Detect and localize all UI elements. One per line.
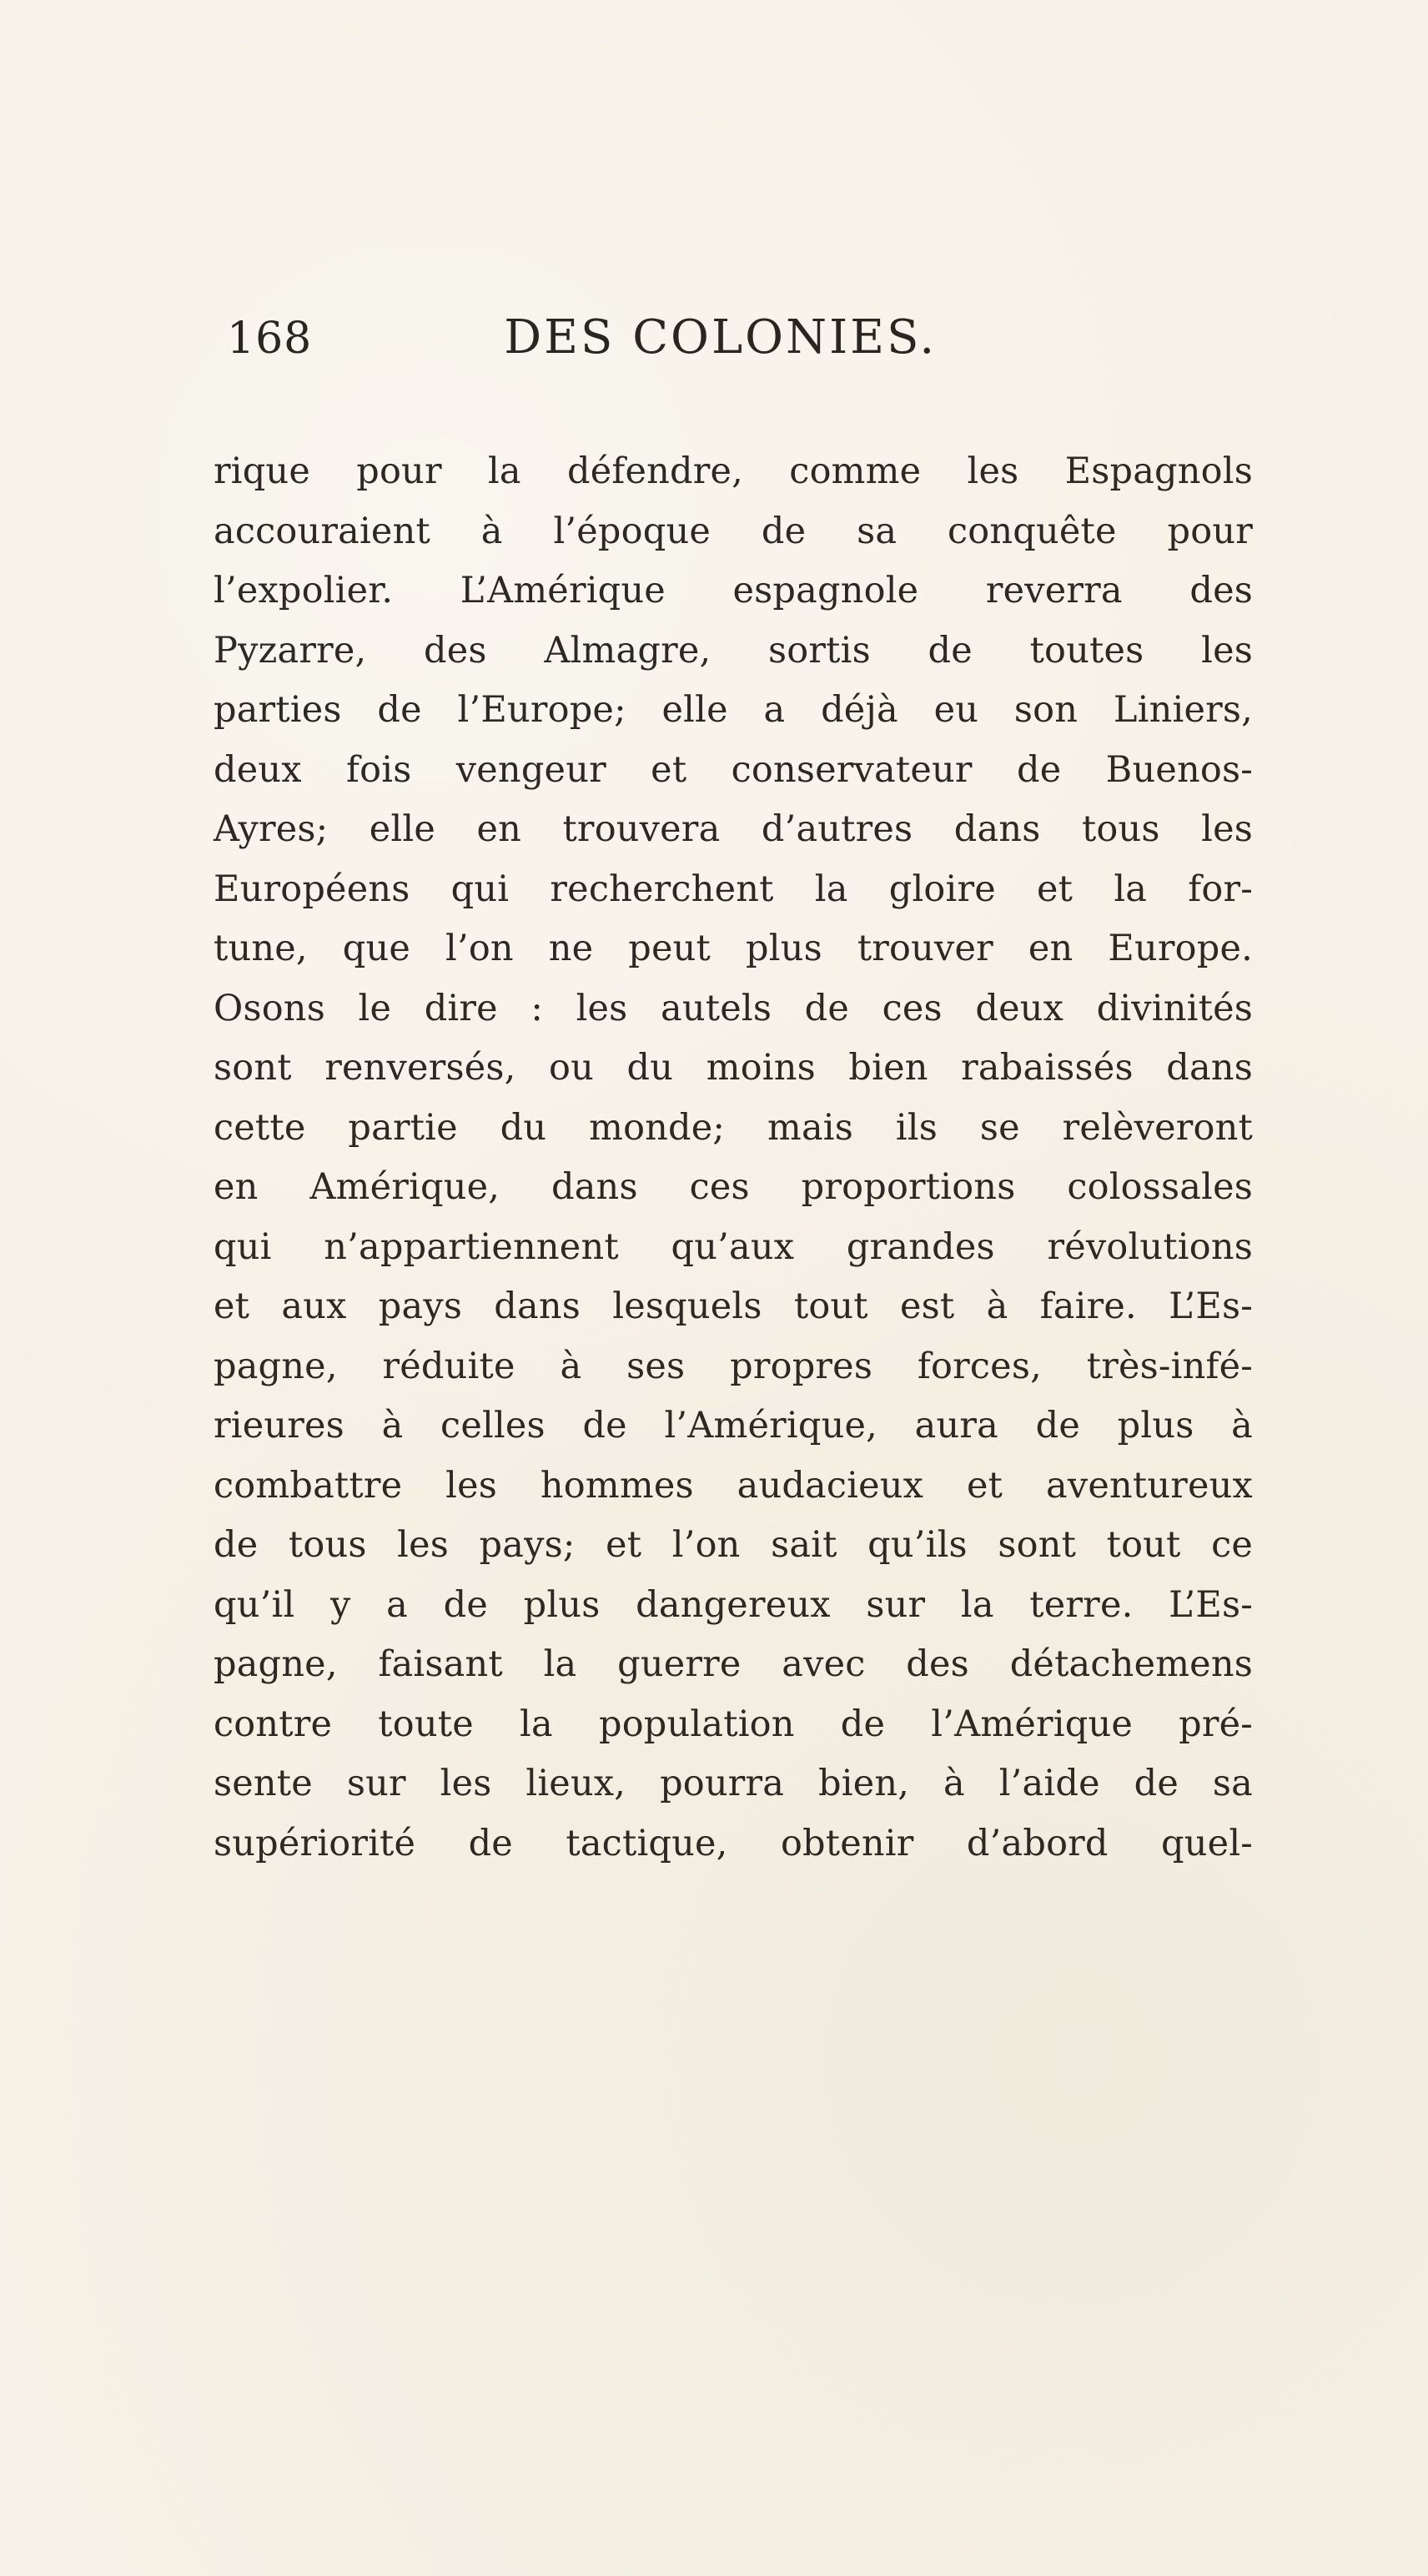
text-line: combattre les hommes audacieux et aventureux — [214, 1464, 1253, 1507]
text-line: Ayres; elle en trouvera d’autres dans tous les — [214, 808, 1253, 850]
text-line: rieures à celles de l’Amérique, aura de plus à — [214, 1405, 1253, 1446]
page-number: 168 — [227, 314, 313, 364]
text-line: pagne, réduite à ses propres forces, très-infé- — [214, 1345, 1253, 1387]
text-line: deux fois vengeur et conservateur de Buenos- — [214, 748, 1253, 791]
text-line: sont renversés, ou du moins bien rabaissés dans — [214, 1047, 1253, 1089]
text-line: sente sur les lieux, pourra bien, à l’aide de sa — [214, 1763, 1253, 1804]
text-line: Osons le dire : les autels de ces deux divinités — [214, 987, 1253, 1029]
text-line: contre toute la population de l’Amérique pré- — [214, 1703, 1253, 1745]
text-line: rique pour la défendre, comme les Espagnols — [214, 450, 1253, 492]
text-line: tune, que l’on ne peut plus trouver en Europe. — [214, 928, 1253, 969]
text-line: parties de l’Europe; elle a déjà eu son Liniers, — [214, 689, 1253, 731]
text-line: en Amérique, dans ces proportions colossales — [214, 1166, 1253, 1208]
text-line: qui n’appartiennent qu’aux grandes révolutions — [214, 1225, 1253, 1268]
text-line: Pyzarre, des Almagre, sortis de toutes les — [214, 629, 1253, 672]
text-line: cette partie du monde; mais ils se relèveront — [214, 1106, 1253, 1149]
running-head — [227, 310, 1270, 377]
text-line: et aux pays dans lesquels tout est à faire. L’Es- — [214, 1285, 1253, 1327]
text-line: accouraient à l’époque de sa conquête pour — [214, 510, 1253, 552]
running-title: DES COLONIES. — [504, 310, 938, 365]
text-line: de tous les pays; et l’on sait qu’ils sont tout ce — [214, 1524, 1253, 1566]
text-line: pagne, faisant la guerre avec des détachemens — [214, 1643, 1253, 1685]
body-text — [214, 442, 1253, 1874]
text-line: l’expolier. L’Amérique espagnole reverra des — [214, 570, 1253, 611]
text-line: Européens qui recherchent la gloire et la for- — [214, 868, 1253, 910]
text-line: qu’il y a de plus dangereux sur la terre. L’Es- — [214, 1583, 1253, 1626]
text-line: supériorité de tactique, obtenir d’abord quel- — [214, 1822, 1253, 1864]
